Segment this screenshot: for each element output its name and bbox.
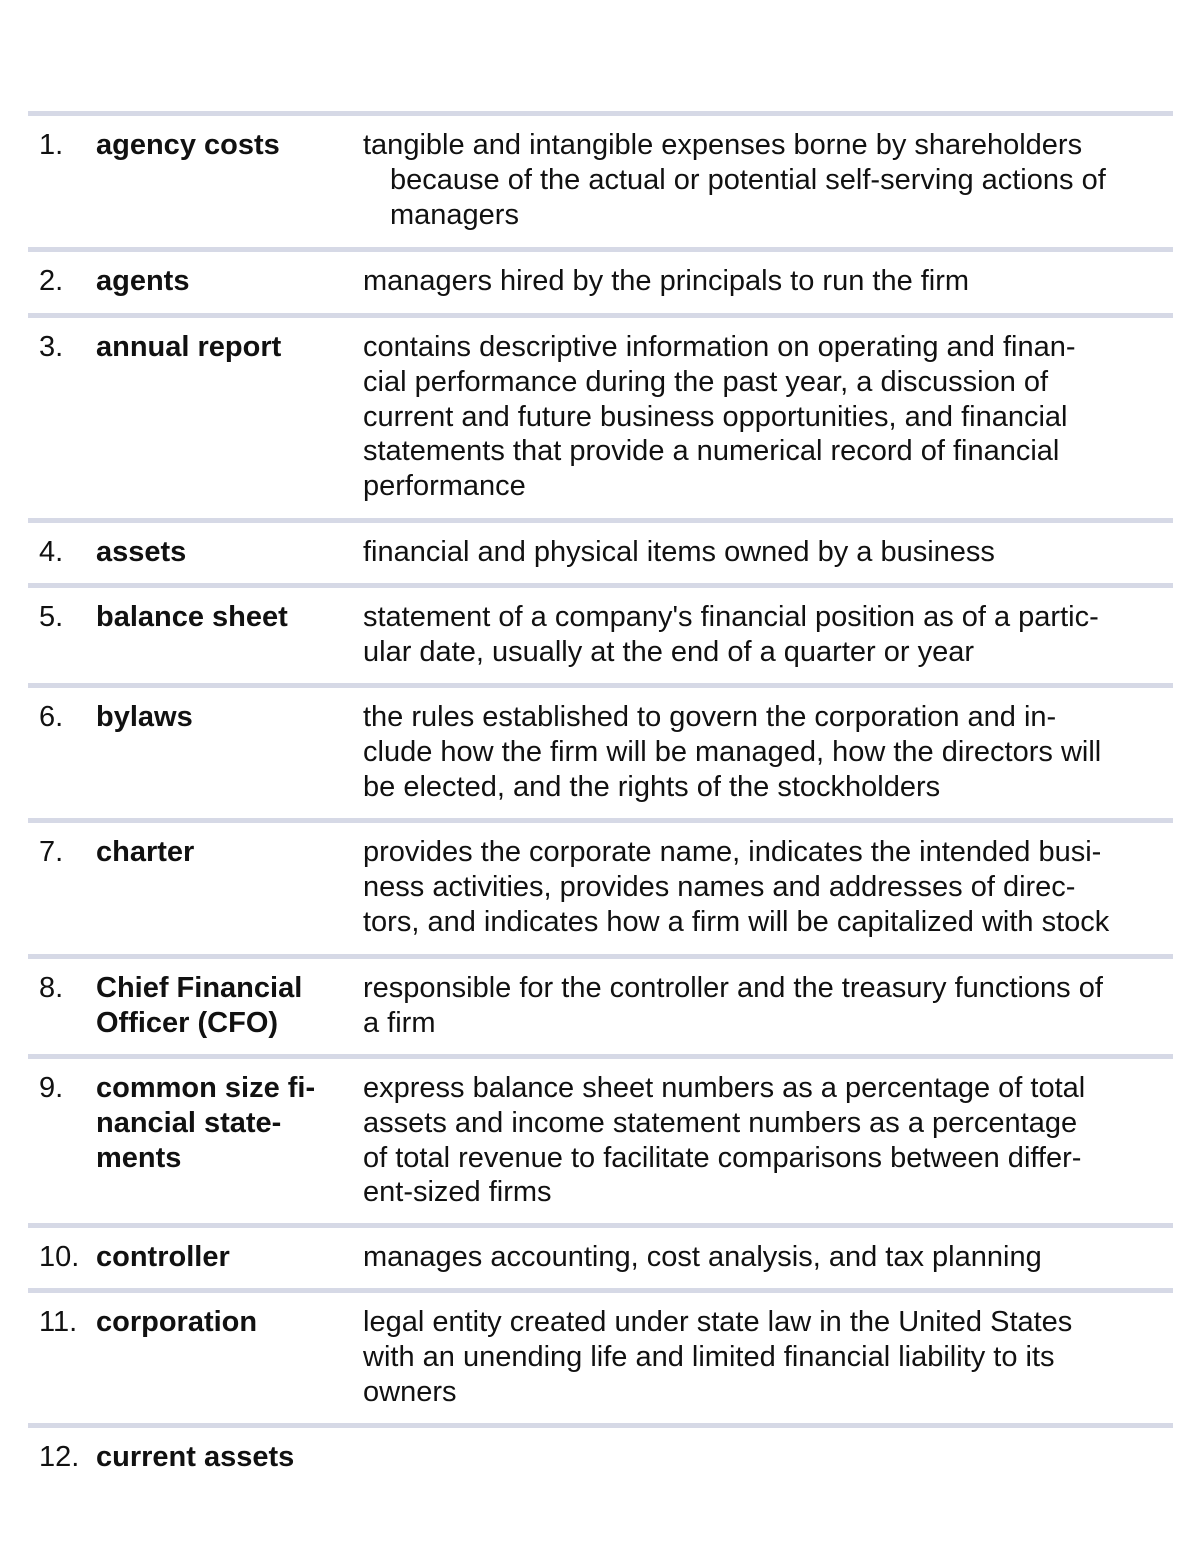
entry-term: controller <box>96 1241 230 1273</box>
entry-term: charter <box>96 836 195 868</box>
entry-number: 5. <box>39 601 64 633</box>
glossary-entry-bylaws <box>28 683 1173 818</box>
entry-number: 3. <box>39 331 64 363</box>
entry-definition: legal entity created under state law in the United States with an unending life and limited financial liability to its owners <box>363 1306 1073 1408</box>
entry-definition: responsible for the controller and the treasury functions of a firm <box>363 972 1103 1039</box>
entry-term: annual report <box>96 331 282 363</box>
glossary-entry-assets <box>28 518 1173 583</box>
entry-term: corporation <box>96 1306 258 1338</box>
entry-definition: managers hired by the principals to run the firm <box>363 265 970 297</box>
entry-term: agency costs <box>96 129 280 161</box>
entry-definition: statement of a company's financial position as of a partic- ular date, usually at the end of a quarter or year <box>363 601 1099 668</box>
glossary-entry-annual-report <box>28 313 1173 518</box>
glossary-entry-balance-sheet <box>28 583 1173 683</box>
entry-term: bylaws <box>96 701 193 733</box>
glossary-entry-charter <box>28 818 1173 954</box>
entry-term: Chief Financial Officer (CFO) <box>96 972 303 1039</box>
glossary-entry-chief-financial-officer <box>28 954 1173 1054</box>
entry-term: assets <box>96 536 187 568</box>
entry-definition: provides the corporate name, indicates the intended busi- ness activities, provides names and addresses of direc- tors, and indicates how a firm will be capitalized with stock <box>363 836 1110 938</box>
entry-number: 6. <box>39 701 64 733</box>
glossary-entry-common-size-financial-statements <box>28 1054 1173 1223</box>
entry-number: 12. <box>39 1441 80 1473</box>
glossary-entry-agency-costs <box>28 111 1173 247</box>
entry-definition: contains descriptive information on operating and finan- cial performance during the past year, a discussion of current and future business opportunities, and financial statements that provide a numerical record of financial performance <box>363 331 1076 503</box>
entry-number: 2. <box>39 265 64 297</box>
entry-definition: express balance sheet numbers as a percentage of total assets and income statement numbers as a percentage of total revenue to facilitate comparisons between differ- ent-sized firms <box>363 1072 1086 1209</box>
entry-definition: financial and physical items owned by a business <box>363 536 995 568</box>
entry-definition: the rules established to govern the corporation and in- clude how the firm will be managed, how the directors will be elected, and the rights of the stockholders <box>363 701 1102 803</box>
entry-number: 4. <box>39 536 64 568</box>
entry-number: 11. <box>39 1306 78 1338</box>
glossary-entry-current-assets <box>28 1423 1173 1483</box>
glossary-list <box>28 111 1173 1483</box>
glossary-entry-corporation <box>28 1288 1173 1423</box>
entry-term: common size fi- nancial state- ments <box>96 1072 316 1174</box>
entry-number: 10. <box>39 1241 80 1273</box>
entry-number: 8. <box>39 972 64 1004</box>
entry-term: current assets <box>96 1441 295 1473</box>
entry-number: 9. <box>39 1072 64 1104</box>
entry-number: 7. <box>39 836 64 868</box>
entry-term: balance sheet <box>96 601 288 633</box>
entry-term: agents <box>96 265 190 297</box>
entry-definition: tangible and intangible expenses borne by shareholders because of the actual or potential self-serving actions of managers <box>363 129 1106 231</box>
glossary-entry-agents <box>28 247 1173 313</box>
glossary-entry-controller <box>28 1223 1173 1288</box>
entry-definition: manages accounting, cost analysis, and tax planning <box>363 1241 1042 1273</box>
entry-number: 1. <box>39 129 64 161</box>
